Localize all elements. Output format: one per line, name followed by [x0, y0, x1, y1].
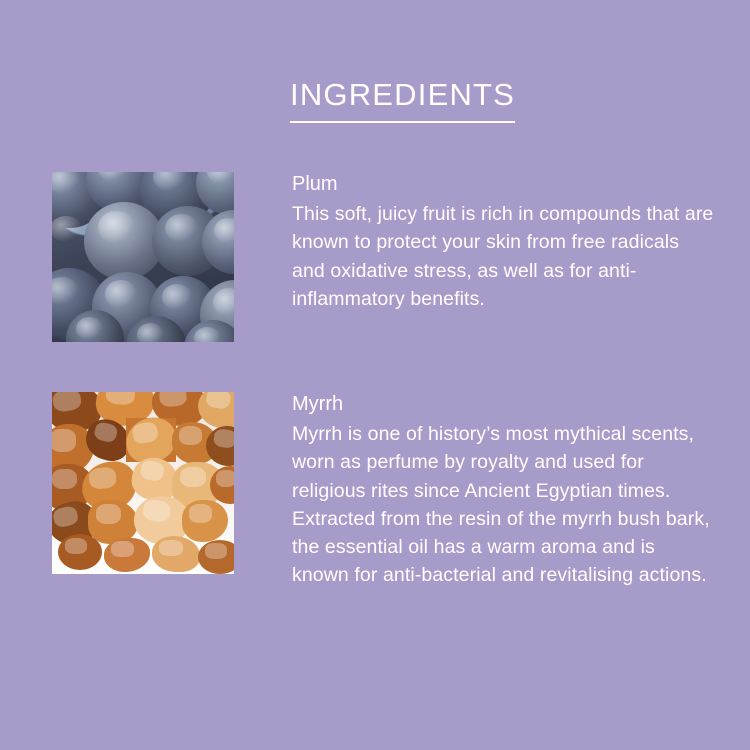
ingredient-description-myrrh: Myrrh is one of history’s most mythical scents, worn as perfume by royalty and used for religious rites since Ancient Egyptian times. Extracted from the resin of the myrrh bush bark, the essential oil has a warm aroma and is known for anti-bacterial and revitalising actions.: [292, 423, 710, 587]
ingredient-row-plum: [52, 172, 716, 342]
ingredient-description-plum: This soft, juicy fruit is rich in compounds that are known to protect your skin from free radicals and oxidative stress, as well as for anti-inflammatory benefits.: [292, 203, 714, 310]
myrrh-text-column: [292, 392, 716, 590]
plum-photo: [52, 172, 234, 342]
plum-text-column: [292, 172, 716, 313]
myrrh-photo: [52, 392, 234, 574]
ingredient-name-myrrh: Myrrh: [292, 393, 344, 415]
page-title-wrapper: [290, 78, 515, 123]
page-title: INGREDIENTS: [290, 78, 515, 123]
ingredient-name-plum: Plum: [292, 173, 338, 195]
ingredient-row-myrrh: [52, 392, 716, 590]
